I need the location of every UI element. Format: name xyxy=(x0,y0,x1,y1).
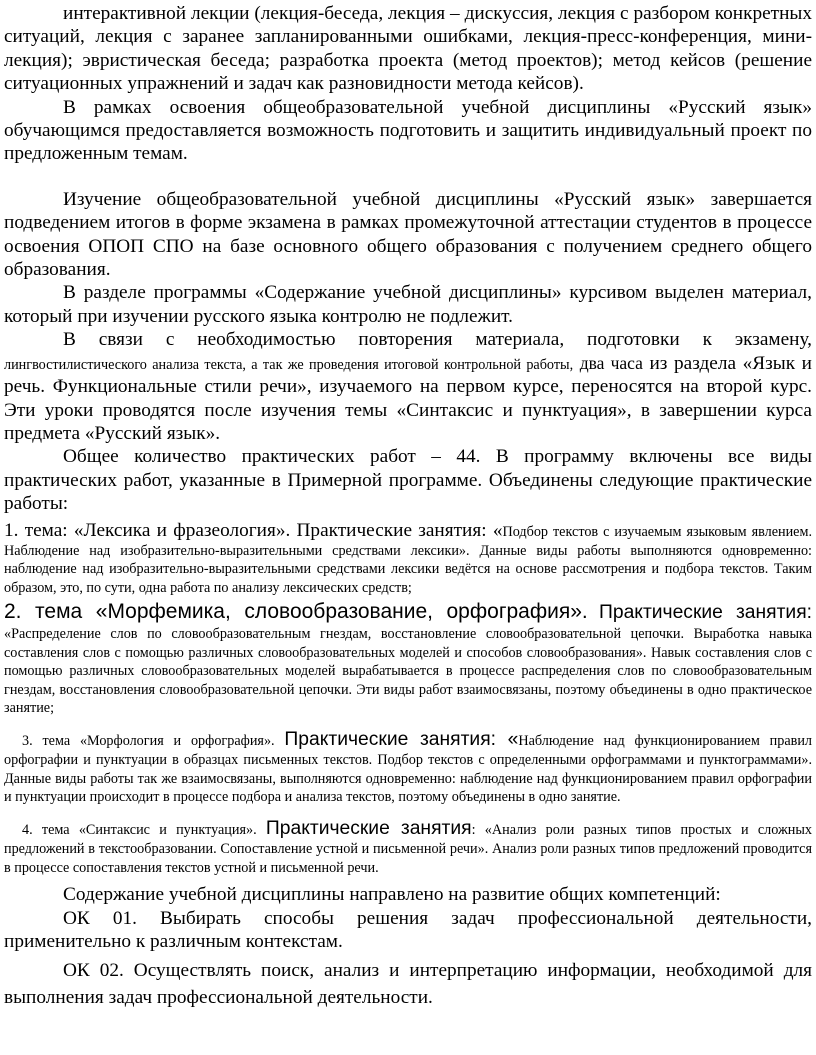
paragraph-course-transfer xyxy=(4,328,812,445)
topic-2-body: «Распределение слов по словообразовательным гнездам, восстановление словообразовательной цепочки. Выработка навыка составления слов с помощью различных словообразовательных моделей и способов словообразования». Навык составления слов с помощью различных словообразовательных моделей вырабатывается в процессе распределения слов по словообразовательным гнездам, восстановления словообразовательной цепочки. Эти виды работ взаимосвязаны, поэтому объединены в одно практическое занятие; xyxy=(4,626,812,717)
transfer-text-c: два часа xyxy=(579,352,643,373)
paragraph-individual-project: В рамках освоения общеобразовательной учебной дисциплины «Русский язык» обучающимся предоставляется возможность подготовить и защитить индивидуальный проект по предложенным темам. xyxy=(4,96,812,165)
topic-4-body: : «Анализ роли разных типов простых и сложных предложений в текстообразовании. Сопоставление устной и письменной речи». Анализ роли разных типов предложений проводится в процессе сопоставления текстов устной и письменной речи. xyxy=(4,821,813,876)
topic-1 xyxy=(4,519,812,598)
topic-2 xyxy=(4,599,812,718)
transfer-text-b: лингвостилистического анализа текста, а так же проведения итоговой контрольной работы, xyxy=(4,356,574,373)
transfer-text-a: В связи с необходимостью повторения материала, подготовки к экзамену, xyxy=(63,329,812,351)
topic-3-label: Практические занятия: « xyxy=(284,728,519,750)
topic-4-heading: 4. тема «Синтаксис и пунктуация». xyxy=(22,821,257,838)
topic-3-body: Наблюдение над функционированием правил орфографии и пунктуации в образцах письменных текстов. Подбор текстов с определенными орфограммами и пунктограммами». Данные виды работы так же взаимосвязаны, выполняются одновременно: наблюдение над функционированием правил орфографии и пунктуации происходит в процессе подбора и анализа текстов, поэтому объединены в одно занятие. xyxy=(4,732,813,806)
transfer-text-d: из раздела «Язык и речь. Функциональные стили речи», изучаемого на первом курсе, переносятся на второй курс. Эти уроки проводятся после изучения темы «Синтаксис и пунктуация», в завершении курса предмета «Русский язык». xyxy=(4,352,812,444)
competency-ok02: ОК 02. Осуществлять поиск, анализ и интерпретацию информации, необходимой для выполнения задач профессиональной деятельности. xyxy=(4,960,812,1009)
paragraph-interactive-lecture: интерактивной лекции (лекция-беседа, лекция – дискуссия, лекция с разбором конкретных ситуаций, лекция с заранее запланированными ошибками, лекция-пресс-конференция, мини-лекция); эвристическая беседа; разработка проекта (метод проектов); метод кейсов (решение ситуационных упражнений и задач как разновидности метода кейсов). xyxy=(4,3,812,95)
paragraph-exam: Изучение общеобразовательной учебной дисциплины «Русский язык» завершается подведением итогов в форме экзамена в рамках промежуточной аттестации студентов в процессе освоения ОПОП СПО на базе основного общего образования с получением среднего общего образования. xyxy=(4,188,812,281)
topic-3-heading: 3. тема «Морфология и орфография». xyxy=(22,732,275,749)
topic-1-heading: 1. тема: «Лексика и фразеология». Практические занятия: « xyxy=(4,519,503,541)
competencies-intro: Содержание учебной дисциплины направлено на развитие общих компетенций: xyxy=(63,884,721,906)
topic-2-heading: 2. тема «Морфемика, словообразование, орфография». xyxy=(4,600,588,624)
paragraph-italic-material: В разделе программы «Содержание учебной дисциплины» курсивом выделен материал, который при изучении русского языка контролю не подлежит. xyxy=(4,282,812,327)
topic-4-label: Практические занятия xyxy=(265,817,472,839)
topic-2-label: Практические занятия: xyxy=(598,602,812,624)
paragraph-practical-works-count: Общее количество практических работ – 44. В программу включены все виды практических работ, указанные в Примерной программе. Объединены следующие практические работы: xyxy=(4,446,812,515)
topic-3 xyxy=(4,728,812,807)
topic-1-body: Подбор текстов с изучаемым языковым явлением. Наблюдение над изобразительно-выразительными средствами лексики». Данные виды работы выполняются одновременно: наблюдение над изобразительно-выразительными средствами лексики ведётся на основе рассмотрения и подбора текстов. Таким образом, это, по сути, одна работа по анализу лексических средств; xyxy=(4,523,813,596)
competency-ok01: ОК 01. Выбирать способы решения задач профессиональной деятельности, применительно к различным контекстам. xyxy=(4,907,812,953)
topic-4 xyxy=(4,817,812,877)
